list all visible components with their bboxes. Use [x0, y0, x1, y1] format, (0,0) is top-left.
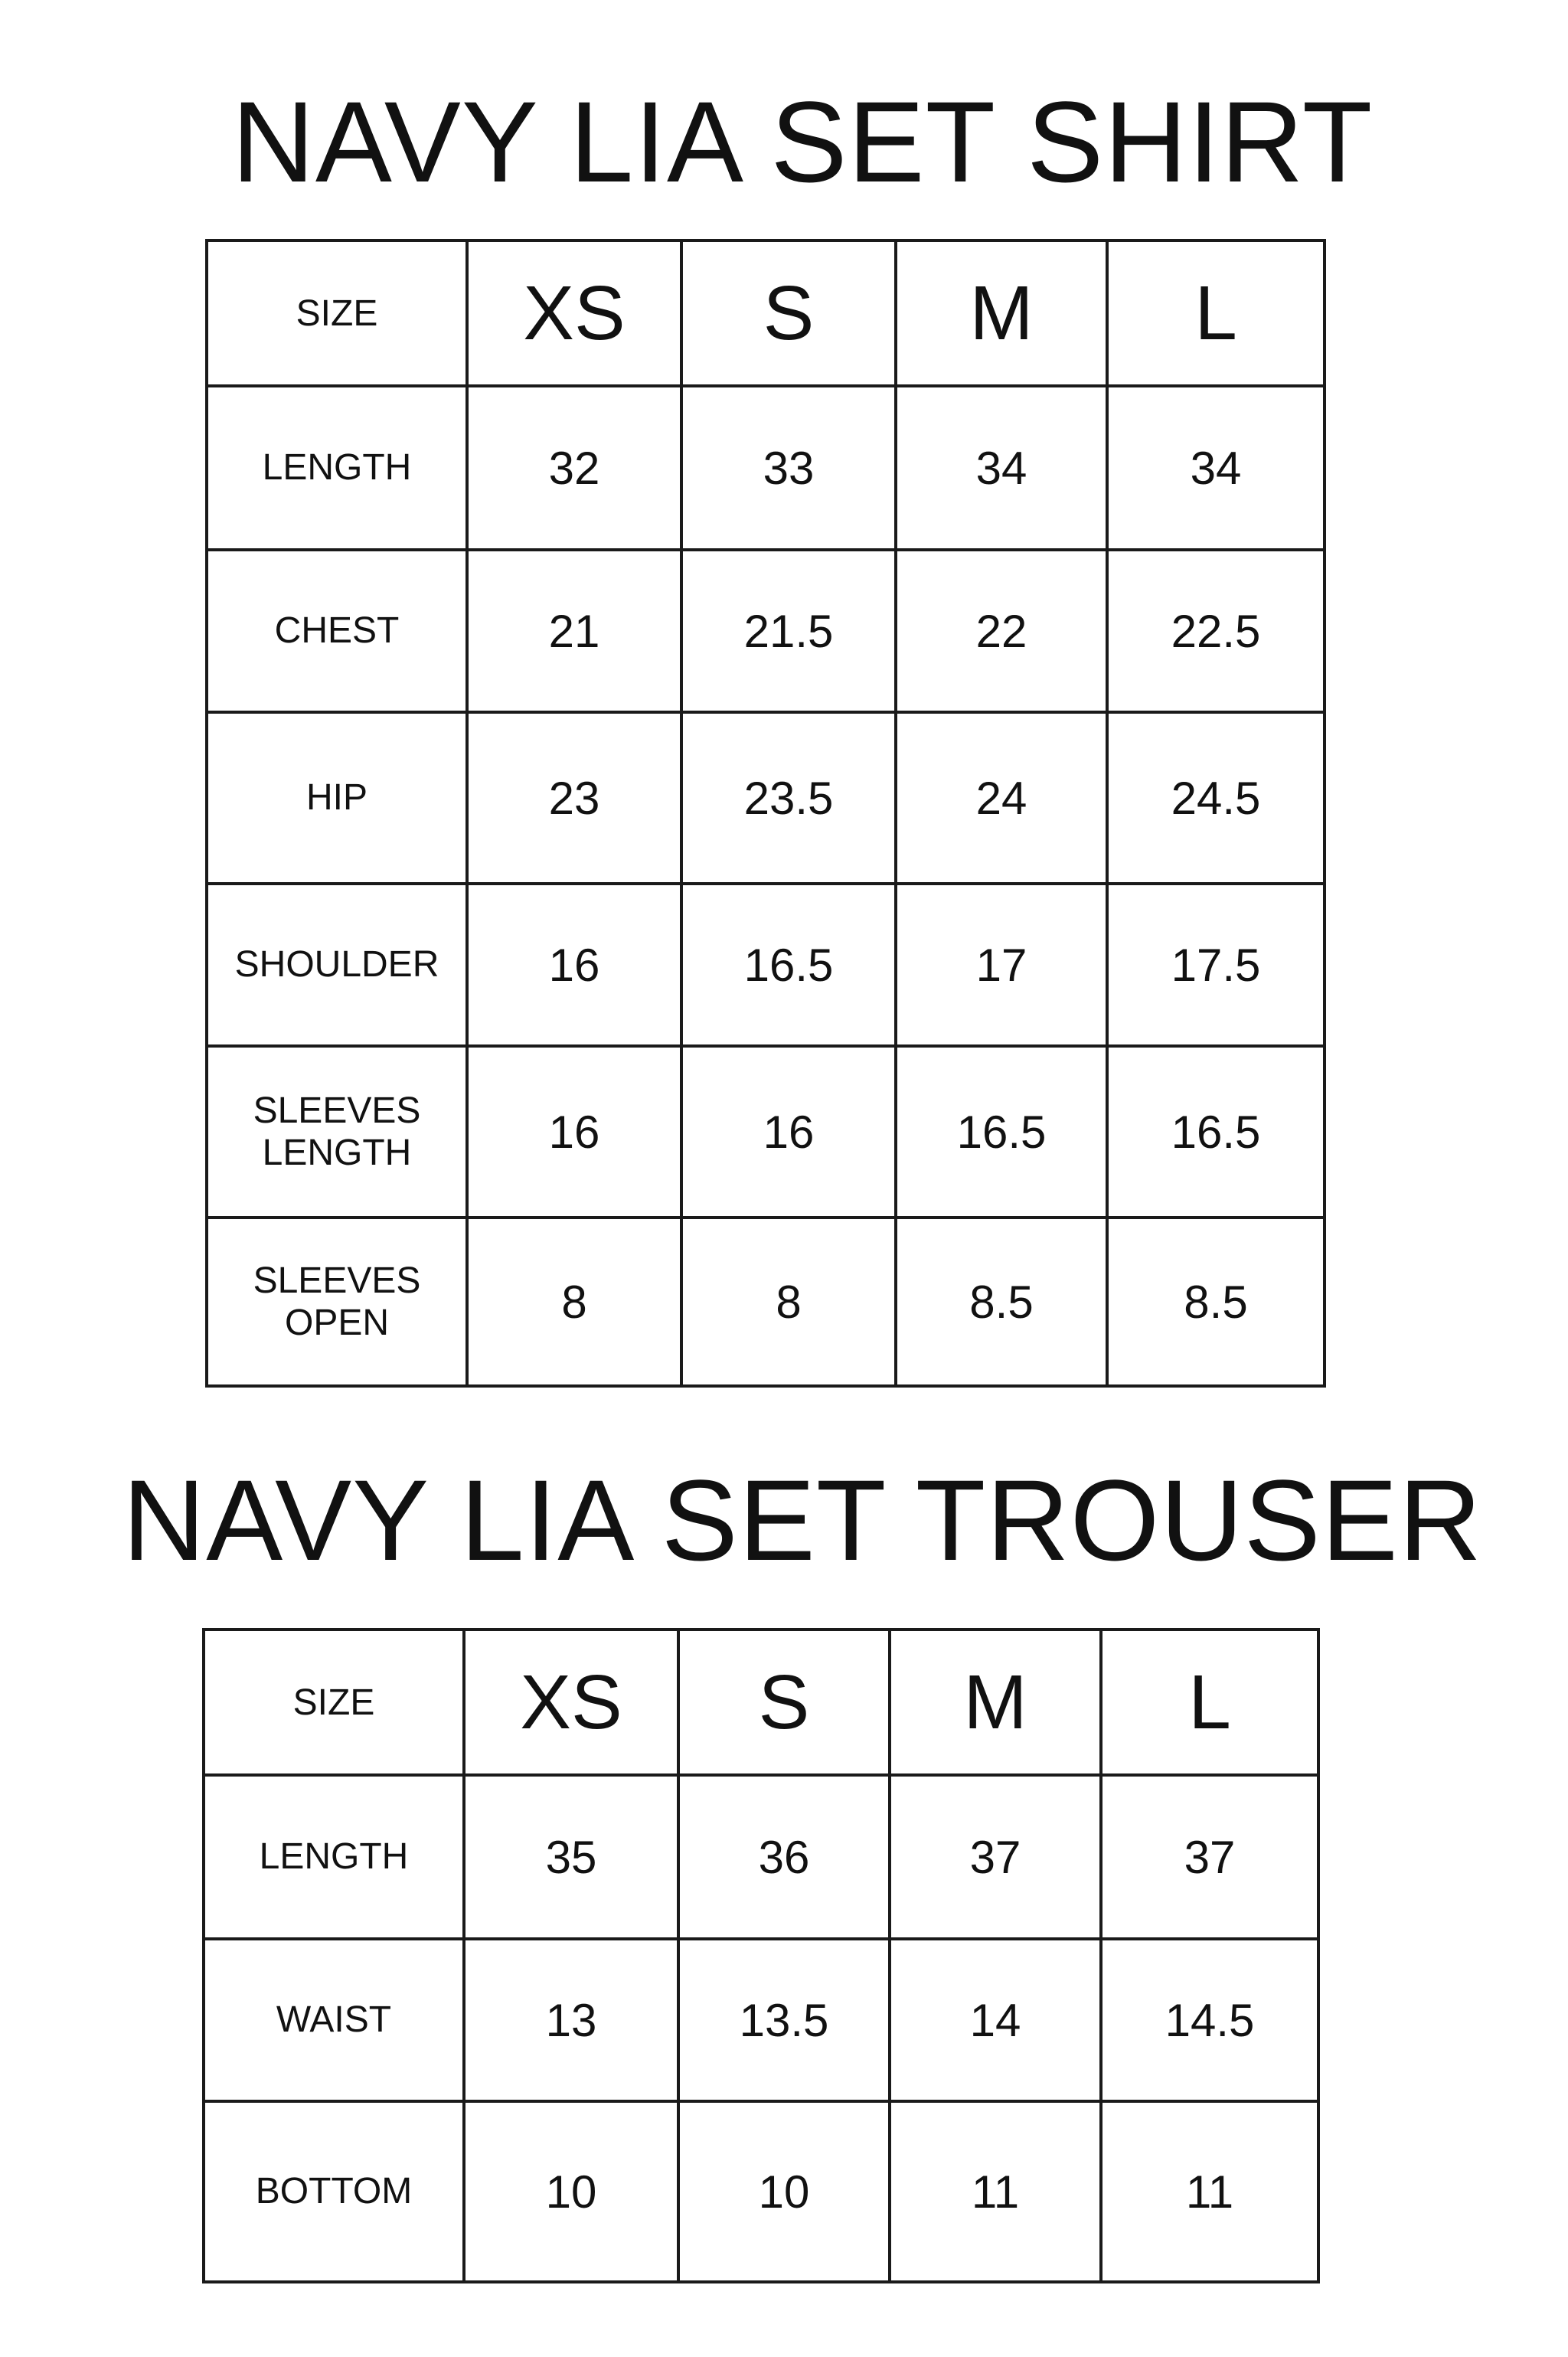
table-cell: 22 [896, 550, 1107, 712]
row-label-length: LENGTH [207, 386, 467, 550]
size-s-header: S [678, 1630, 890, 1775]
table-cell: 21 [467, 550, 681, 712]
row-label-sleeves-open: SLEEVES OPEN [207, 1218, 467, 1386]
shirt-size-table [205, 239, 1326, 1388]
size-s-header: S [681, 240, 896, 386]
table-cell: 16.5 [896, 1046, 1107, 1218]
table-cell: 36 [678, 1775, 890, 1939]
table-cell: 17.5 [1107, 884, 1325, 1046]
table-cell: 8 [467, 1218, 681, 1386]
table-cell: 37 [1101, 1775, 1318, 1939]
table-cell: 34 [896, 386, 1107, 550]
row-label-hip: HIP [207, 712, 467, 884]
size-m-header: M [896, 240, 1107, 386]
table-header-row [207, 240, 1325, 386]
table-cell: 24.5 [1107, 712, 1325, 884]
table-cell: 35 [464, 1775, 678, 1939]
table-cell: 24 [896, 712, 1107, 884]
table-cell: 11 [1101, 2101, 1318, 2282]
row-label-waist: WAIST [204, 1939, 464, 2101]
table-cell: 8.5 [896, 1218, 1107, 1386]
table-row [204, 1775, 1318, 1939]
table-cell: 14 [890, 1939, 1101, 2101]
table-row [207, 550, 1325, 712]
size-header-label: SIZE [207, 240, 467, 386]
table-cell: 23.5 [681, 712, 896, 884]
table-row [207, 712, 1325, 884]
table-cell: 10 [464, 2101, 678, 2282]
table-cell: 34 [1107, 386, 1325, 550]
table-row [207, 884, 1325, 1046]
table-cell: 8 [681, 1218, 896, 1386]
table-cell: 13 [464, 1939, 678, 2101]
size-header-label: SIZE [204, 1630, 464, 1775]
table-row [207, 1218, 1325, 1386]
shirt-chart-title: NAVY LIA SET SHIRT [231, 77, 1374, 206]
trouser-size-table [202, 1628, 1320, 2283]
table-cell: 23 [467, 712, 681, 884]
size-m-header: M [890, 1630, 1101, 1775]
table-cell: 8.5 [1107, 1218, 1325, 1386]
row-label-sleeves-length: SLEEVES LENGTH [207, 1046, 467, 1218]
table-cell: 32 [467, 386, 681, 550]
size-l-header: L [1101, 1630, 1318, 1775]
table-cell: 22.5 [1107, 550, 1325, 712]
row-label-bottom: BOTTOM [204, 2101, 464, 2282]
table-cell: 37 [890, 1775, 1101, 1939]
table-cell: 16.5 [1107, 1046, 1325, 1218]
table-cell: 11 [890, 2101, 1101, 2282]
table-cell: 21.5 [681, 550, 896, 712]
table-cell: 16 [467, 1046, 681, 1218]
table-cell: 17 [896, 884, 1107, 1046]
table-cell: 16 [467, 884, 681, 1046]
table-cell: 16 [681, 1046, 896, 1218]
table-cell: 13.5 [678, 1939, 890, 2101]
table-cell: 16.5 [681, 884, 896, 1046]
table-row [204, 2101, 1318, 2282]
table-header-row [204, 1630, 1318, 1775]
table-cell: 14.5 [1101, 1939, 1318, 2101]
trouser-chart-title: NAVY LIA SET TROUSER [122, 1456, 1483, 1584]
size-xs-header: XS [467, 240, 681, 386]
table-row [207, 1046, 1325, 1218]
table-cell: 33 [681, 386, 896, 550]
row-label-chest: CHEST [207, 550, 467, 712]
table-row [204, 1939, 1318, 2101]
row-label-length: LENGTH [204, 1775, 464, 1939]
size-xs-header: XS [464, 1630, 678, 1775]
size-l-header: L [1107, 240, 1325, 386]
table-cell: 10 [678, 2101, 890, 2282]
table-row [207, 386, 1325, 550]
row-label-shoulder: SHOULDER [207, 884, 467, 1046]
